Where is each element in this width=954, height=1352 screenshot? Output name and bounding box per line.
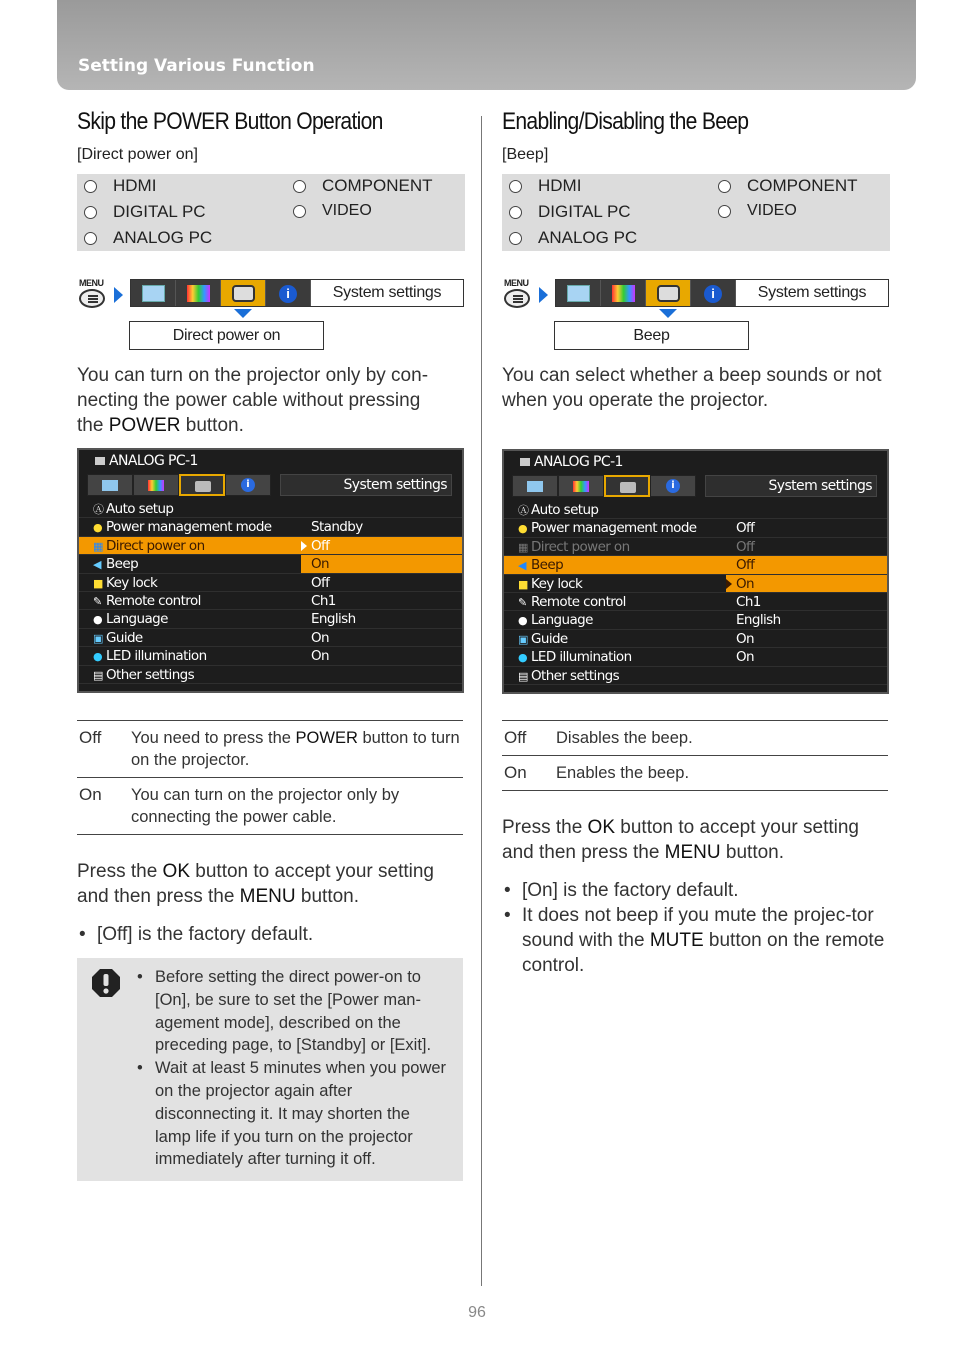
screen-tab-display-icon	[87, 474, 133, 496]
input-component: COMPONENT	[718, 176, 858, 196]
right-column	[502, 108, 890, 978]
screen-row: ▤ Other settings	[504, 667, 887, 685]
caret-icon	[726, 579, 732, 589]
other-settings-icon: ▤	[93, 668, 103, 682]
list-item: • Wait at least 5 minutes when you power on the projector again after disconnecting it. It may shorten the lamp life if you turn on the projector immediately after turning it off.	[135, 1057, 449, 1171]
beep-icon: ◀	[93, 558, 101, 572]
section-heading: Enabling/Disabling the Beep	[502, 108, 749, 135]
circle-icon	[509, 180, 522, 193]
circle-icon	[293, 180, 306, 193]
sub-menu-item: Direct power on	[129, 321, 324, 350]
header-band	[57, 0, 916, 90]
circle-icon	[509, 206, 522, 219]
table-row: Off You need to press the POWER button to turn on the projector.	[77, 721, 463, 778]
caution-box	[77, 958, 463, 1181]
direct-power-icon: ▦	[518, 540, 528, 554]
menu-tab-bar	[130, 279, 464, 307]
list-item: • [On] is the factory default.	[502, 878, 890, 903]
auto-setup-icon: Ⓐ	[93, 503, 104, 516]
list-item: • Before setting the direct power-on to [On], be sure to set the [Power man-agement mode], described on the preceding page, to [Standby] or [Exit].	[135, 966, 449, 1057]
input-hdmi: HDMI	[509, 176, 581, 196]
column-divider	[481, 116, 482, 1286]
left-column	[77, 108, 465, 1181]
menu-item-name: [Beep]	[502, 146, 549, 163]
intro-text: You can select whether a beep sounds or not when you operate the projector.	[502, 365, 882, 411]
screen-tab-image-icon	[558, 475, 604, 497]
menu-screenshot	[77, 448, 464, 693]
beep-icon: ◀	[518, 559, 526, 573]
screen-tab-info-icon: i	[650, 475, 696, 497]
menu-tab-bar	[555, 279, 889, 307]
remote-control-icon: ✎	[93, 594, 102, 608]
screen-tab-title: System settings	[705, 475, 877, 497]
screen-tab-projector-icon	[179, 474, 225, 496]
remote-control-icon: ✎	[518, 595, 527, 609]
circle-icon	[718, 205, 731, 218]
caution-icon	[91, 968, 121, 998]
screen-row: ▣ Guide On	[504, 630, 887, 648]
screen-tab-info-icon: i	[225, 474, 271, 496]
screen-row: ● Language English	[504, 611, 887, 629]
screen-row-disabled: ▦ Direct power on Off	[504, 538, 887, 556]
tab-projector-icon	[646, 280, 691, 306]
screen-row: ◀ Beep On	[79, 555, 462, 573]
input-analog-pc: ANALOG PC	[509, 228, 637, 248]
screen-row: ● Language English	[79, 610, 462, 628]
tab-title: System settings	[332, 284, 442, 301]
language-icon: ●	[518, 614, 527, 628]
menu-item-name: [Direct power on]	[77, 146, 198, 163]
table-row: Off Disables the beep.	[502, 721, 888, 756]
screen-row: ▣ Guide On	[79, 629, 462, 647]
circle-icon	[293, 205, 306, 218]
tab-info-icon: i	[266, 280, 311, 306]
notes-list	[77, 922, 465, 947]
screen-row-selected: ▦ Direct power on Off	[79, 537, 462, 555]
key-lock-icon: ■	[518, 577, 528, 591]
page-number: 96	[468, 1304, 486, 1321]
intro-text: You can turn on the projector only by con- necting the power cable without pressing the POWER button.	[77, 365, 429, 436]
screen-row: ● LED illumination On	[79, 647, 462, 665]
press-instruction: Press the OK button to accept your setting and then press the MENU button.	[77, 861, 434, 907]
screen-row: ● Power management mode Standby	[79, 518, 462, 536]
language-icon: ●	[93, 613, 102, 627]
key-lock-icon: ■	[93, 576, 103, 590]
input-availability	[77, 174, 465, 251]
other-settings-icon: ▤	[518, 669, 528, 683]
input-digital-pc: DIGITAL PC	[84, 202, 206, 222]
screen-tab-title: System settings	[280, 474, 452, 496]
guide-icon: ▣	[93, 631, 103, 645]
arrow-right-icon	[114, 287, 123, 303]
screen-source: ANALOG PC-1	[520, 454, 623, 470]
led-icon: ●	[518, 651, 527, 665]
power-mode-icon: ●	[93, 521, 102, 535]
caret-icon	[301, 541, 307, 551]
tab-image-icon	[601, 280, 646, 306]
tab-projector-icon	[221, 280, 266, 306]
menu-navigation	[502, 279, 890, 369]
arrow-right-icon	[539, 287, 548, 303]
screen-row-selected: ◀ Beep Off	[504, 556, 887, 574]
screen-row: ✎ Remote control Ch1	[79, 592, 462, 610]
input-video: VIDEO	[718, 202, 797, 220]
menu-navigation	[77, 279, 465, 369]
screen-tab-display-icon	[512, 475, 558, 497]
input-availability	[502, 174, 890, 251]
guide-icon: ▣	[518, 632, 528, 646]
screen-row: ▤ Other settings	[79, 666, 462, 684]
screen-tab-projector-icon	[604, 475, 650, 497]
led-icon: ●	[93, 650, 102, 664]
arrow-down-icon	[659, 309, 677, 318]
section-heading: Skip the POWER Button Operation	[77, 108, 383, 135]
screen-tab-image-icon	[133, 474, 179, 496]
circle-icon	[718, 180, 731, 193]
auto-setup-icon: Ⓐ	[518, 504, 529, 517]
input-digital-pc: DIGITAL PC	[509, 202, 631, 222]
arrow-down-icon	[234, 309, 252, 318]
screen-rows	[79, 500, 462, 684]
screen-row: ● Power management mode Off	[504, 519, 887, 537]
table-row: On Enables the beep.	[502, 756, 888, 791]
tab-image-icon	[176, 280, 221, 306]
screen-row: ■ Key lock On	[504, 575, 887, 593]
menu-screenshot	[502, 449, 889, 694]
list-item: • It does not beep if you mute the projec-tor sound with the MUTE button on the remote control.	[502, 903, 890, 978]
input-video: VIDEO	[293, 202, 372, 220]
notes-list	[502, 878, 890, 978]
screen-row: Ⓐ Auto setup	[79, 500, 462, 518]
direct-power-icon: ▦	[93, 539, 103, 553]
press-instruction: Press the OK button to accept your setting and then press the MENU button.	[502, 817, 859, 863]
table-row: On You can turn on the projector only by connecting the power cable.	[77, 778, 463, 835]
screen-row: Ⓐ Auto setup	[504, 501, 887, 519]
list-item: • [Off] is the factory default.	[77, 922, 465, 947]
screen-source: ANALOG PC-1	[95, 453, 198, 469]
tab-info-icon: i	[691, 280, 736, 306]
circle-icon	[84, 206, 97, 219]
screen-row: ■ Key lock Off	[79, 574, 462, 592]
tab-title: System settings	[757, 284, 867, 301]
tab-display-icon	[131, 280, 176, 306]
screen-row: ✎ Remote control Ch1	[504, 593, 887, 611]
tab-display-icon	[556, 280, 601, 306]
circle-icon	[509, 232, 522, 245]
input-hdmi: HDMI	[84, 176, 156, 196]
screen-rows	[504, 501, 887, 685]
sub-menu-item: Beep	[554, 321, 749, 350]
options-table	[502, 720, 888, 791]
circle-icon	[84, 180, 97, 193]
options-table	[77, 720, 463, 835]
screen-row: ● LED illumination On	[504, 648, 887, 666]
input-analog-pc: ANALOG PC	[84, 228, 212, 248]
circle-icon	[84, 232, 97, 245]
menu-button-icon: MENU	[77, 279, 107, 309]
menu-button-icon: MENU	[502, 279, 532, 309]
section-title: Setting Various Function	[78, 56, 315, 76]
power-mode-icon: ●	[518, 522, 527, 536]
input-component: COMPONENT	[293, 176, 433, 196]
